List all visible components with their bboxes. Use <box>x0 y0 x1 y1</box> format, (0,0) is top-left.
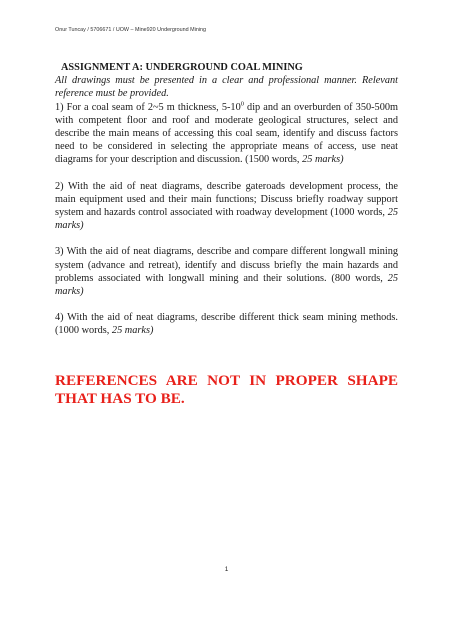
question-4-marks: 25 marks) <box>111 325 154 337</box>
question-4-text: 4) With the aid of neat diagrams, describe different thick seam mining methods. (1000 words, <box>55 312 398 337</box>
question-4 <box>55 311 398 337</box>
references-warning: REFERENCES ARE NOT IN PROPER SHAPE THAT HAS TO BE. <box>55 372 398 407</box>
question-3 <box>55 245 398 298</box>
question-3-marks: 25 marks) <box>55 272 398 298</box>
question-3-text: 3) With the aid of neat diagrams, describe and compare different longwall mining system (advance and retreat), identify and discuss briefly the main hazards and problems associated with longwall mining and their solutions. (800 words, <box>55 246 398 284</box>
question-1-text-b: dip and an overburden of 350-500m with competent floor and roof and moderate geological structures, select and describe the main means of accessing this coal seam, identify and discuss factors need to be considered in selecting the appropriate means of access, use neat diagrams for your description and discussion. (1500 words, <box>55 101 398 166</box>
degree-superscript: 0 <box>240 100 244 108</box>
instructions-note: All drawings must be presented in a clear and professional manner. Relevant reference must be provided. <box>55 75 398 100</box>
question-1 <box>55 101 398 167</box>
page-number: 1 <box>224 566 229 573</box>
question-1-marks: 25 marks) <box>302 154 344 166</box>
question-2-marks: 25 marks) <box>55 207 398 232</box>
question-2 <box>55 180 398 233</box>
question-1-text-a: 1) For a coal seam of 2~5 m thickness, 5-10 <box>55 101 241 113</box>
assignment-title: ASSIGNMENT A: UNDERGROUND COAL MINING <box>61 62 303 73</box>
question-2-text: 2) With the aid of neat diagrams, describe gateroads development process, the main equipment used and their main functions; Discuss briefly roadway support system and hazards control associated with roadway development (1000 words, <box>55 180 398 219</box>
running-header: Onur Tuncay / 5706671 / UOW – Mine920 Underground Mining <box>55 27 207 33</box>
assignment-body <box>55 61 398 338</box>
